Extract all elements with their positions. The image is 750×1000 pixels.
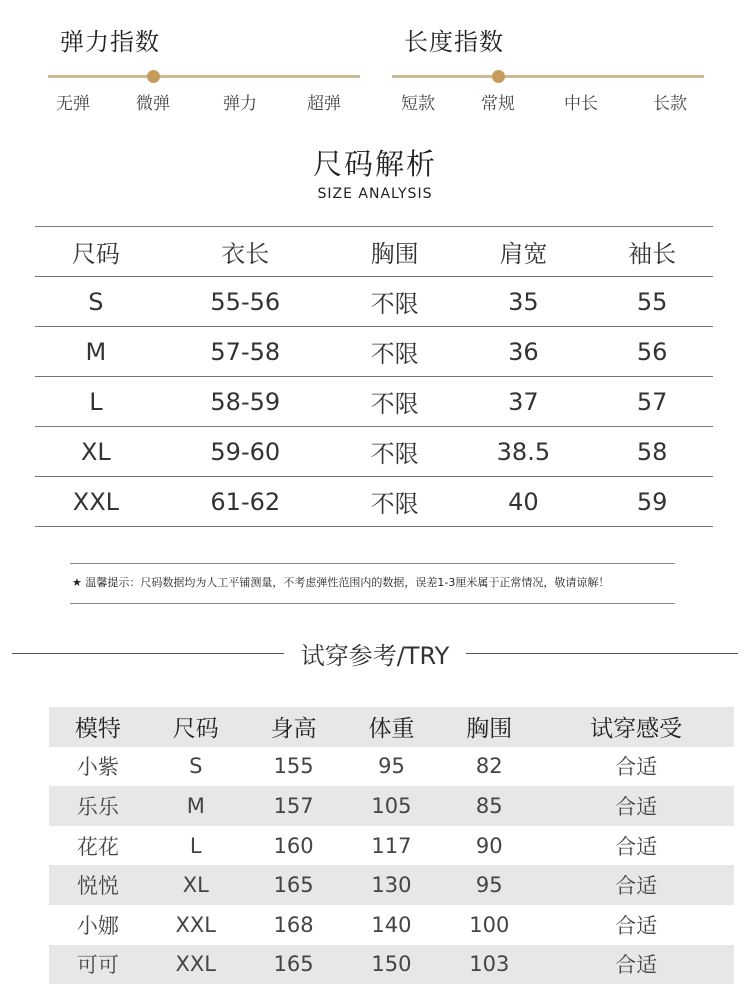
fit-cell: 合适 — [615, 953, 658, 978]
measurement-tip: ★ 温馨提示：尺码数据均为人工平铺测量，不考虑弹性范围内的数据，误差1-3厘米属于正常情况，敬请谅解！ — [72, 576, 610, 589]
weight-cell: 105 — [371, 793, 412, 818]
elasticity-label: 超弹 — [307, 94, 341, 114]
length-label: 中长 — [564, 94, 598, 114]
elasticity-scale — [48, 65, 360, 114]
size-cell: S — [189, 754, 203, 779]
weight-cell: 117 — [371, 833, 412, 858]
size-cell: L — [35, 377, 157, 427]
try-header-cell: 胸围 — [466, 716, 513, 743]
chest-cell: 不限 — [334, 427, 456, 477]
size-analysis-title: 尺码解析 — [312, 147, 437, 181]
height-cell: 165 — [273, 952, 314, 977]
tip-divider-bottom — [70, 603, 675, 604]
model-cell: 花花 — [76, 834, 119, 859]
size-cell: XL — [182, 873, 209, 898]
fit-cell: 合适 — [615, 834, 658, 859]
size-header-cell: 袖长 — [591, 227, 713, 277]
sleeve-cell: 59 — [591, 477, 713, 527]
try-on-table — [49, 707, 734, 984]
weight-cell: 150 — [371, 952, 412, 977]
height-cell: 157 — [273, 793, 314, 818]
try-on-title: 试穿参考/TRY — [300, 642, 450, 670]
try-header-cell: 身高 — [270, 716, 317, 743]
try-header-cell: 模特 — [74, 716, 121, 743]
height-cell: 160 — [273, 833, 314, 858]
elasticity-title: 弹力指数 — [60, 28, 160, 56]
chest-cell: 103 — [469, 952, 510, 977]
table-row — [35, 477, 713, 527]
elasticity-index — [48, 22, 360, 114]
length-scale — [392, 65, 704, 114]
try-header-cell: 体重 — [368, 716, 415, 743]
height-cell: 168 — [273, 912, 314, 937]
size-cell: XL — [35, 427, 157, 477]
chest-cell: 95 — [475, 873, 503, 898]
fit-cell: 合适 — [615, 874, 658, 899]
length-cell: 57-58 — [157, 327, 334, 377]
chest-cell: 90 — [475, 833, 503, 858]
model-cell: 乐乐 — [76, 794, 119, 819]
size-cell: XXL — [35, 477, 157, 527]
model-cell: 小紫 — [76, 755, 119, 780]
fit-cell: 合适 — [615, 755, 658, 780]
table-row — [35, 327, 713, 377]
elasticity-selected-marker — [147, 70, 160, 83]
weight-cell: 140 — [371, 912, 412, 937]
tip-divider-top — [70, 563, 675, 564]
chest-cell: 82 — [475, 754, 503, 779]
sleeve-cell: 55 — [591, 277, 713, 327]
table-row — [49, 945, 734, 985]
chest-cell: 85 — [475, 793, 503, 818]
size-header-cell: 胸围 — [334, 227, 456, 277]
shoulder-cell: 36 — [456, 327, 592, 377]
sleeve-cell: 56 — [591, 327, 713, 377]
shoulder-cell: 35 — [456, 277, 592, 327]
size-header-cell: 尺码 — [35, 227, 157, 277]
table-row — [35, 277, 713, 327]
size-cell: M — [35, 327, 157, 377]
shoulder-cell: 40 — [456, 477, 592, 527]
size-cell: L — [189, 833, 202, 858]
size-cell: XXL — [175, 952, 216, 977]
length-scale-line — [392, 75, 704, 78]
try-on-table-header — [49, 707, 734, 747]
size-cell: XXL — [175, 912, 216, 937]
sleeve-cell: 57 — [591, 377, 713, 427]
model-cell: 悦悦 — [76, 874, 119, 899]
elasticity-label: 无弹 — [56, 94, 90, 114]
size-header-cell: 衣长 — [157, 227, 334, 277]
table-row — [49, 826, 734, 866]
height-cell: 165 — [273, 873, 314, 898]
height-cell: 155 — [273, 754, 314, 779]
table-row — [35, 427, 713, 477]
length-cell: 61-62 — [157, 477, 334, 527]
shoulder-cell: 37 — [456, 377, 592, 427]
size-table-header — [35, 227, 713, 277]
length-label: 常规 — [481, 94, 515, 114]
size-header-cell: 肩宽 — [456, 227, 592, 277]
try-on-header — [0, 636, 750, 670]
model-cell: 可可 — [76, 953, 119, 978]
size-cell: S — [35, 277, 157, 327]
length-cell: 59-60 — [157, 427, 334, 477]
try-header-cell: 尺码 — [172, 716, 219, 743]
model-cell: 小娜 — [76, 913, 119, 938]
chest-cell: 不限 — [334, 277, 456, 327]
fit-cell: 合适 — [615, 794, 658, 819]
table-row — [49, 905, 734, 945]
table-row — [35, 377, 713, 427]
weight-cell: 130 — [371, 873, 412, 898]
length-index — [392, 22, 704, 114]
weight-cell: 95 — [378, 754, 405, 779]
table-row — [49, 747, 734, 787]
try-header-cell: 试穿感受 — [590, 716, 683, 743]
elasticity-scale-line — [48, 75, 360, 78]
length-title: 长度指数 — [404, 28, 504, 56]
size-table — [35, 226, 713, 527]
sleeve-cell: 58 — [591, 427, 713, 477]
table-row — [49, 786, 734, 826]
length-selected-marker — [492, 70, 505, 83]
length-label: 长款 — [653, 94, 687, 114]
length-cell: 55-56 — [157, 277, 334, 327]
length-cell: 58-59 — [157, 377, 334, 427]
chest-cell: 100 — [469, 912, 510, 937]
chest-cell: 不限 — [334, 327, 456, 377]
shoulder-cell: 38.5 — [456, 427, 592, 477]
elasticity-label: 弹力 — [223, 94, 257, 114]
size-cell: M — [186, 793, 205, 818]
chest-cell: 不限 — [334, 377, 456, 427]
try-on-divider-right — [466, 653, 738, 654]
elasticity-label: 微弹 — [136, 94, 170, 114]
size-analysis-subtitle: SIZE ANALYSIS — [317, 186, 433, 202]
length-label: 短款 — [401, 94, 435, 114]
table-row — [49, 865, 734, 905]
fit-cell: 合适 — [615, 913, 658, 938]
chest-cell: 不限 — [334, 477, 456, 527]
